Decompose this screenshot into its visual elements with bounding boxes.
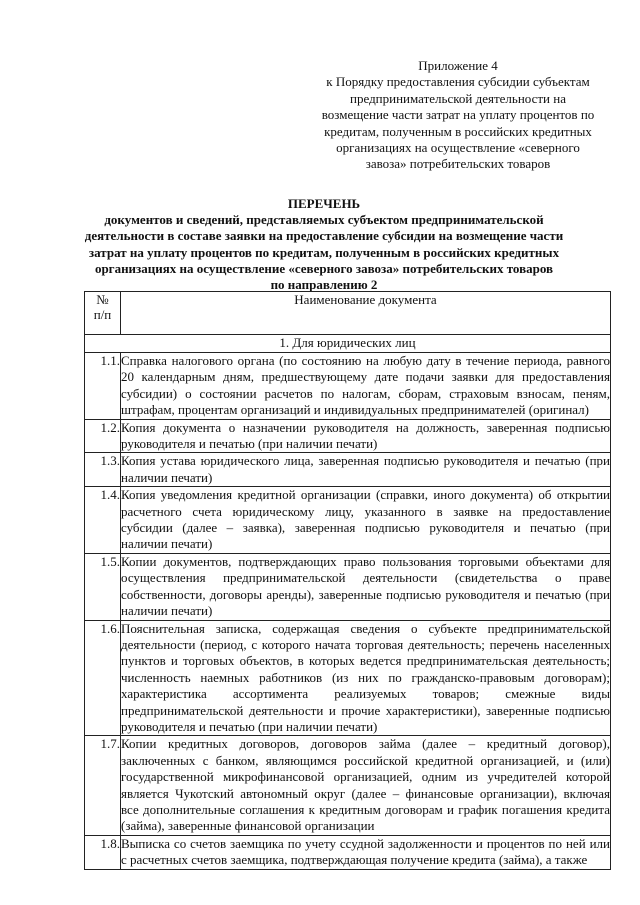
table-row [85, 835, 611, 869]
row-number: 1.7. [85, 736, 121, 835]
row-text-line: субсидии (далее – заявка), заверенная подписью руководителя и печатью (при [121, 520, 610, 536]
appendix-line: предпринимательской деятельности на [350, 90, 566, 106]
row-text-line: предпринимательской деятельности и прочие характеристики), заверенные подписью [121, 702, 610, 718]
row-text-line: собственности, договоры аренды), заверенные подписью руководителя и печатью (при [121, 586, 610, 602]
header-document-name: Наименование документа [121, 292, 611, 335]
row-number: 1.2. [85, 419, 121, 453]
appendix-line: завоза» потребительских товаров [365, 156, 551, 172]
table-header-row [85, 292, 611, 335]
row-document-text [121, 353, 611, 420]
title-line: организациях на осуществление «северного завоза» потребительских товаров [94, 260, 554, 276]
row-document-text [121, 835, 611, 869]
row-text-line: наличии печати) [121, 536, 213, 552]
row-document-text [121, 487, 611, 554]
row-text-line: Копия документа о назначении руководителя на должность, заверенная подписью [121, 419, 610, 435]
row-text-line: Копия устава юридического лица, заверенная подписью руководителя и печатью (при [121, 453, 610, 469]
row-text-line: деятельности (период, с которого начата торговая деятельность; перечень населенных [121, 636, 610, 652]
row-text-line: 20 календарным дням, предшествующему дате подачи заявки для предоставления [121, 369, 610, 385]
row-text-line: Копии документов, подтверждающих право пользования торговыми объектами для [121, 553, 610, 569]
row-text-line: расчетного счета юридическому лицу, указанного в заявке на предоставление [121, 503, 610, 519]
title-line: по направлению 2 [270, 277, 378, 293]
row-text-line: пунктов и торговых объектов, в которых ведется предпринимательская деятельность; [121, 653, 610, 669]
appendix-line: организациях на осуществление «северного [336, 140, 580, 156]
row-number: 1.5. [85, 553, 121, 620]
section-row [85, 335, 611, 353]
row-document-text [121, 419, 611, 453]
document-title [80, 196, 568, 293]
row-number: 1.6. [85, 620, 121, 736]
title-line: деятельности в составе заявки на предоставление субсидии на возмещение части [84, 228, 564, 244]
row-text-line: все дополнительные соглашения к кредитным договорам и график погашения кредита [121, 801, 610, 817]
row-text-line: осуществления предпринимательской деятельности (свидетельства о праве [121, 570, 610, 586]
row-text-line: Копия уведомления кредитной организации (справки, иного документа) об открытии [121, 487, 610, 503]
row-text-line: является Чукотский автономный округ (далее – финансовые организации), включая [121, 785, 610, 801]
row-text-line: наличии печати) [121, 469, 213, 485]
row-text-line: характеристика ассортимента реализуемых товаров; смежные виды [121, 686, 610, 702]
row-text-line: Пояснительная записка, содержащая сведения о субъекте предпринимательской [121, 620, 610, 636]
header-number-part: № [96, 292, 109, 307]
table-row [85, 453, 611, 487]
row-document-text [121, 553, 611, 620]
row-number: 1.4. [85, 487, 121, 554]
appendix-line: Приложение 4 [418, 58, 498, 73]
documents-table [84, 291, 611, 870]
title-line: документов и сведений, представляемых субъектом предпринимательской [104, 212, 544, 228]
row-text-line: численность наемных работников (из них по гражданско-правовым договорам); [121, 669, 610, 685]
appendix-line: возмещение части затрат на уплату процентов по [321, 107, 595, 123]
appendix-line: кредитам, полученным в российских кредитных [324, 123, 592, 139]
row-text-line: наличии печати) [121, 603, 213, 619]
row-text-line: заключенных с банком, являющимся российской кредитной организацией, и (или) [121, 752, 610, 768]
header-number [85, 292, 121, 335]
row-text-line: Выписка со счетов заемщика по учету ссудной задолженности и процентов по ней или [121, 835, 610, 851]
row-document-text [121, 620, 611, 736]
table-row [85, 736, 611, 835]
row-text-line: (займа), заверенные финансовой организации [121, 818, 375, 834]
row-text-line: руководителя и печатью (при наличии печати) [121, 718, 378, 734]
header-number-part: п/п [93, 307, 112, 322]
section-title: 1. Для юридических лиц [85, 335, 611, 353]
appendix-line: к Порядку предоставления субсидии субъектам [326, 74, 590, 90]
row-document-text [121, 736, 611, 835]
title-heading: ПЕРЕЧЕНЬ [287, 196, 361, 211]
row-number: 1.8. [85, 835, 121, 869]
row-text-line: субсидии) о состоянии расчетов по налогам, сборам, страховым взносам, пеням, [121, 385, 610, 401]
row-number: 1.1. [85, 353, 121, 420]
row-text-line: штрафам, процентам организаций и индивидуальных предпринимателей (оригинал) [121, 402, 589, 418]
row-number: 1.3. [85, 453, 121, 487]
row-text-line: Копии кредитных договоров, договоров займа (далее – кредитный договор), [121, 736, 610, 752]
table-row [85, 487, 611, 554]
table-row [85, 620, 611, 736]
appendix-heading [318, 58, 598, 173]
row-text-line: с расчетных счетов заемщика, подтверждающая получение кредита (займа), а также [121, 852, 588, 868]
row-text-line: Справка налогового органа (по состоянию на любую дату в течение периода, равного [121, 353, 610, 368]
table-row [85, 353, 611, 420]
table-row [85, 419, 611, 453]
title-line: затрат на уплату процентов по кредитам, полученным в российских кредитных [88, 244, 560, 260]
table-row [85, 553, 611, 620]
row-document-text [121, 453, 611, 487]
row-text-line: руководителя и печатью (при наличии печати) [121, 436, 378, 452]
row-text-line: государственной микрофинансовой организацией, одним из учредителей которой [121, 769, 610, 785]
